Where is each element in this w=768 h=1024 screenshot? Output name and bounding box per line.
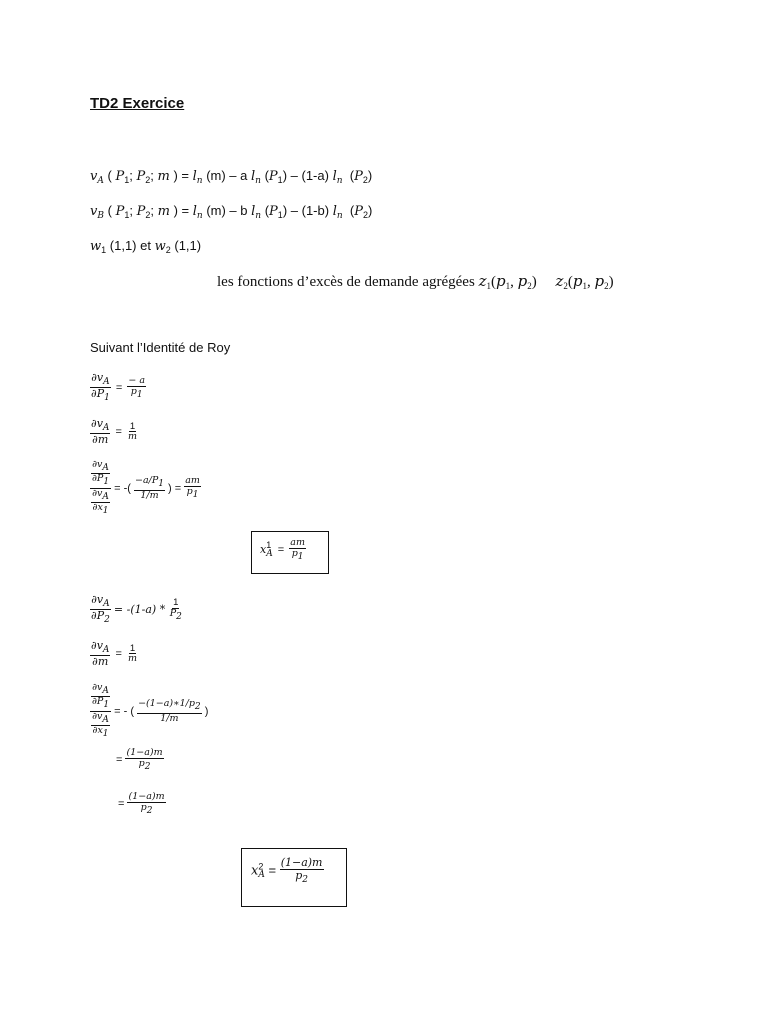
result-box-xA2: $x^2_A$ = $\frac{(1-a)m}{p_2}$ — [241, 848, 347, 907]
equation-vB: $v_B$ ( $P_1$; $P_2$; m ) = $l_n$ (m) – b $l_n$ $(P_1) - (1-b)$ $l_n$ $(P_2)$ — [90, 203, 373, 221]
result-box-xA1: $x^1_A$ = $\frac{am}{p_1}$ — [251, 531, 329, 574]
derivative-m-part2: $\frac{\partial v_A}{\partial m}$ = $\frac{1}{m}$ — [91, 639, 137, 669]
derivative-m-part1: $\frac{\partial v_A}{\partial m}$ = $\frac{1}{m}$ — [91, 417, 137, 447]
endowments-line: $w_1$ (1,1) et $w_2$ (1,1) — [90, 238, 202, 255]
roy-identity-heading: Suivant l’Identité de Roy — [90, 340, 231, 355]
roy-ratio-part1: $\frac{\frac{\partial v_A}{\partial P_1}}{\frac{\partial v_A}{\partial x_1}}$ = -( $\frac{-a/P_1}{1/m}$ ) = $\frac{am}{p_1}$ — [92, 459, 200, 517]
equation-vA: $v_A$ ( $P_1$; $P_2$; m ) = $l_n$ (m) – a $l_n$ $(P_1) - (1-a)$ $l_n$ $(P_2)$ — [90, 168, 373, 186]
result-step-2: = $\frac{(1-a)m}{p_2}$ — [118, 791, 165, 816]
result-step-1: = $\frac{(1-a)m}{p_2}$ — [116, 747, 163, 772]
page-title: TD2 Exercice — [90, 95, 185, 112]
derivative-p2-part2: $\frac{\partial v_A}{\partial P_2}$ = -(1-a) * $\frac{1}{P_2}$ — [91, 593, 182, 626]
derivative-p1-part1: $\frac{\partial v_A}{\partial P_1}$ = $\frac{- a}{p_1}$ — [91, 371, 146, 404]
excess-demand-line: les fonctions d’excès de demande agrégées $z_1(p_1$, $p_2$) $z_2(p_1$, $p_2$) — [217, 272, 614, 291]
roy-ratio-part2: $\frac{\frac{\partial v_A}{\partial P_1}}{\frac{\partial v_A}{\partial x_1}}$ = - ( $\frac{-(1-a)∗1/p_2}{1/m}$ ) — [92, 682, 209, 740]
